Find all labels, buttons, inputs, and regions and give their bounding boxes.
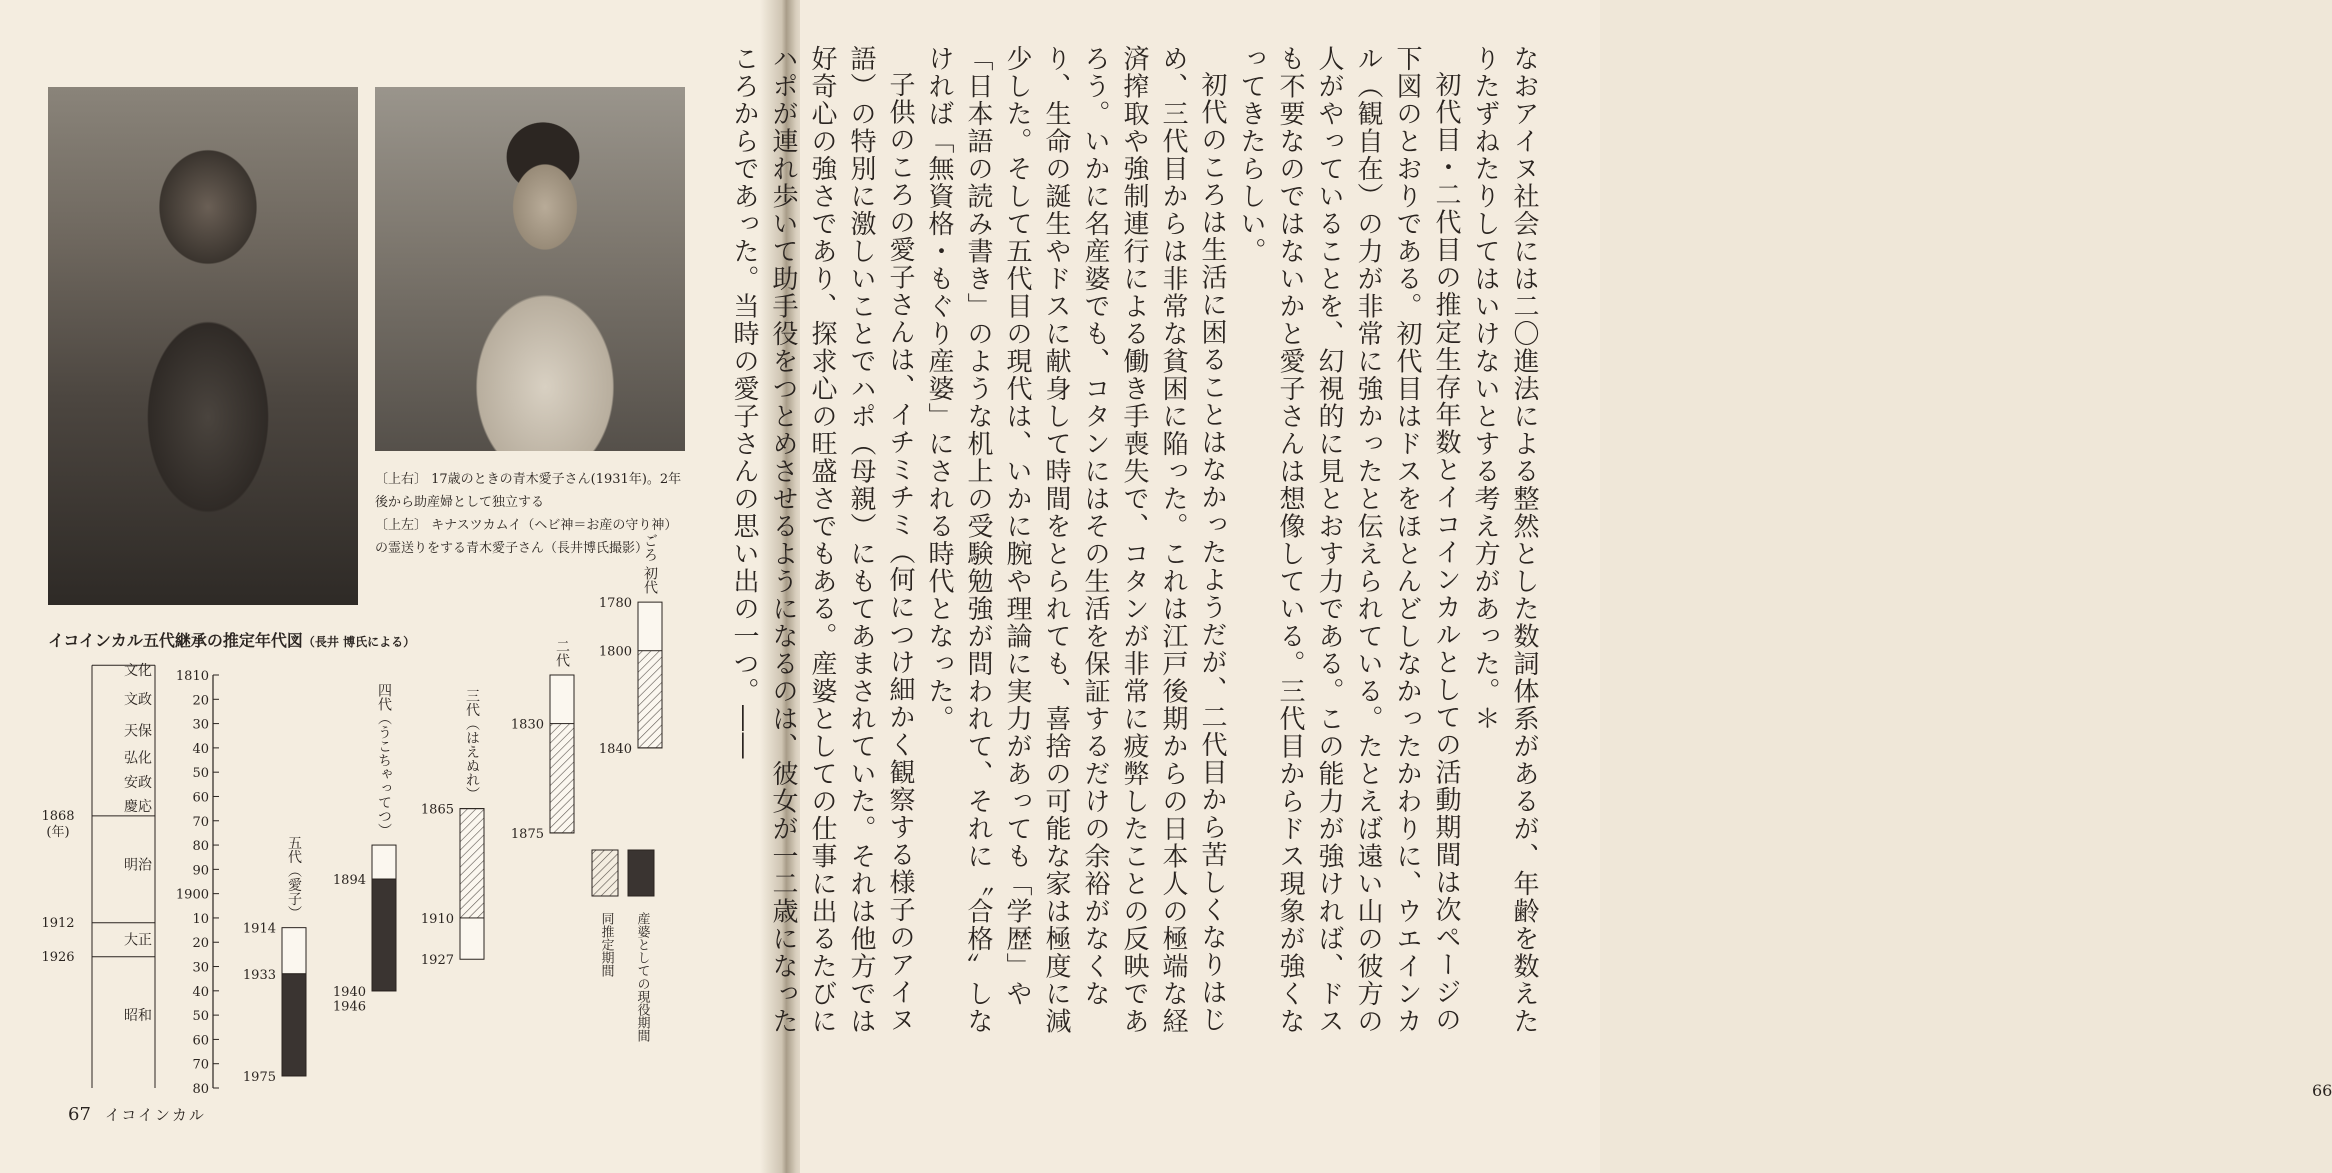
photo-portrait xyxy=(375,87,685,451)
generation-name: ごろ 初代 xyxy=(642,533,658,595)
axis-tick-label: 60 xyxy=(192,790,209,806)
page-number-left xyxy=(68,1104,206,1125)
generation-year-label: 1840 xyxy=(598,741,632,757)
era-boundary-label: 1926 xyxy=(41,949,75,965)
generation-year-label: 1875 xyxy=(510,826,544,842)
axis-tick-label: 80 xyxy=(192,1082,209,1097)
axis-tick-label: 40 xyxy=(192,741,209,757)
legend-hatched-swatch xyxy=(592,850,618,896)
photo-caption xyxy=(375,468,685,560)
axis-tick-label: 10 xyxy=(192,911,209,927)
axis-tick-label: 80 xyxy=(192,839,209,855)
axis-tick-label: 1900 xyxy=(175,887,209,903)
body-text xyxy=(729,45,1543,1045)
estimated-period-bar xyxy=(638,651,662,748)
era-label: 大正 xyxy=(124,932,152,949)
generation-name: 四代（うこちゃってつ） xyxy=(376,683,392,838)
legend-label: 同推定期間 xyxy=(598,912,614,977)
left-page xyxy=(0,0,766,1173)
axis-tick-label: 30 xyxy=(192,960,209,976)
paragraph: 子供のころの愛子さんは、イチミチミ（何につけ細かく観察する様子のアイヌ語）の特別に激しいことでハポ（母親）にもてあまされていた。それは他方では好奇心の強さであり、探求心の旺盛さでもある。産婆としての仕事に出るたびにハポが連れ歩いて助手役をつとめさせるようになるのは、彼女が一二歳になったころからであった。当時の愛子さんの思い出の一つ。―― xyxy=(729,45,915,1035)
era-label: 文政 xyxy=(124,692,152,709)
generation-year-label: 1946 xyxy=(332,999,366,1015)
caption-upper-right: 〔上右〕 17歳のときの青木愛子さん(1931年)。2年後から助産婦として独立する xyxy=(375,472,682,510)
era-label: 文化 xyxy=(124,663,152,679)
era-label: 弘化 xyxy=(124,750,152,767)
active-period-bar xyxy=(282,974,306,1076)
axis-tick-label: 90 xyxy=(192,863,209,879)
era-boundary-label: 1912 xyxy=(41,915,75,931)
generation-year-label: 1830 xyxy=(510,717,544,733)
era-boundary-label: 1868 xyxy=(41,808,75,824)
folio-number: 67 xyxy=(68,1104,91,1125)
paragraph: 初代目・二代目の推定生存年数とイコインカルとしての活動期間は次ページの下図のとおりである。初代目はドスをほとんどしなかったかわりに、ウエインカル（観自在）の力が非常に強かったと伝えられている。たとえば遠い山の彼方の人がやっていることを、幻視的に見とおす力である。この能力が強ければ、ドスも不要なのではないかと愛子さんは想像している。三代目からドス現象が強くなってきたらしい。 xyxy=(1236,45,1461,1035)
axis-tick-label: 50 xyxy=(192,766,209,782)
legend-label: 産婆としての現役期間 xyxy=(634,912,650,1042)
generation-year-label: 1914 xyxy=(242,921,276,937)
generation-name: 三代（はえぬれ） xyxy=(464,688,480,801)
estimated-period-bar xyxy=(460,809,484,918)
generation-year-label: 1910 xyxy=(420,911,454,927)
paragraph: なおアイヌ社会には二〇進法による整然とした数詞体系があるが、年齢を数えたりたずねたりしてはいけないとする考え方があった。＊ xyxy=(1470,45,1539,1035)
generation-year-label: 1865 xyxy=(420,802,454,818)
axis-tick-label: 70 xyxy=(192,1057,209,1073)
era-boundary-label: (年) xyxy=(46,824,70,840)
axis-tick-label: 1810 xyxy=(175,669,209,684)
paragraph: 初代のころは生活に困ることはなかったようだが、二代目から苦しくなりはじめ、三代目からは非常な貧困に陥った。これは江戸後期からの日本人の極端な経済搾取や強制連行による働き手喪失で、コタンが非常に疲弊したことの反映であろう。いかに名産婆でも、コタンにはその生活を保証するだけの余裕がなくなり、生命の誕生やドスに献身して時間をとられても、喜捨の可能な家は極度に減少した。そして五代目の現代は、いかに腕や理論に実力があっても「学歴」や「日本語の読み書き」のような机上の受験勉強が問われて、それに〝合格〟しなければ「無資格・もぐり産婆」にされる時代となった。 xyxy=(924,45,1227,1035)
axis-tick-label: 50 xyxy=(192,1009,209,1025)
era-label: 昭和 xyxy=(124,1007,152,1024)
legend-solid-swatch xyxy=(628,850,654,896)
figure-title-text: イコインカル五代継承の推定年代図 xyxy=(48,631,303,650)
axis-tick-label: 20 xyxy=(192,936,209,952)
axis-tick-label: 60 xyxy=(192,1033,209,1049)
running-head: イコインカル xyxy=(104,1106,206,1124)
axis-tick-label: 20 xyxy=(192,693,209,709)
axis-tick-label: 70 xyxy=(192,814,209,830)
era-label: 天保 xyxy=(124,723,152,740)
generation-year-label: 1927 xyxy=(420,953,454,969)
era-label: 安政 xyxy=(124,774,152,791)
era-label: 明治 xyxy=(124,857,152,874)
era-label: 慶応 xyxy=(124,799,152,816)
generation-name: 五代（愛子） xyxy=(286,835,302,920)
generation-year-label: 1894 xyxy=(332,873,366,889)
generation-year-label: 1975 xyxy=(242,1069,276,1085)
caption-upper-left: 〔上左〕 キナスツカムイ（ヘビ神＝お産の守り神）の霊送りをする青木愛子さん（長井博氏撮影） xyxy=(375,518,678,556)
generation-year-label: 1940 xyxy=(332,984,366,1000)
page-number-right: 66 xyxy=(2312,1081,2332,1100)
axis-tick-label: 40 xyxy=(192,984,209,1000)
generation-year-label: 1780 xyxy=(598,596,632,612)
photo-ritual xyxy=(48,87,358,605)
axis-tick-label: 30 xyxy=(192,717,209,733)
generation-year-label: 1800 xyxy=(598,644,632,660)
active-period-bar xyxy=(372,879,396,991)
figure-source: （長井 博氏による） xyxy=(302,635,416,649)
generation-name: 二代 xyxy=(554,639,570,667)
estimated-period-bar xyxy=(550,724,574,833)
generation-year-label: 1933 xyxy=(242,967,276,983)
